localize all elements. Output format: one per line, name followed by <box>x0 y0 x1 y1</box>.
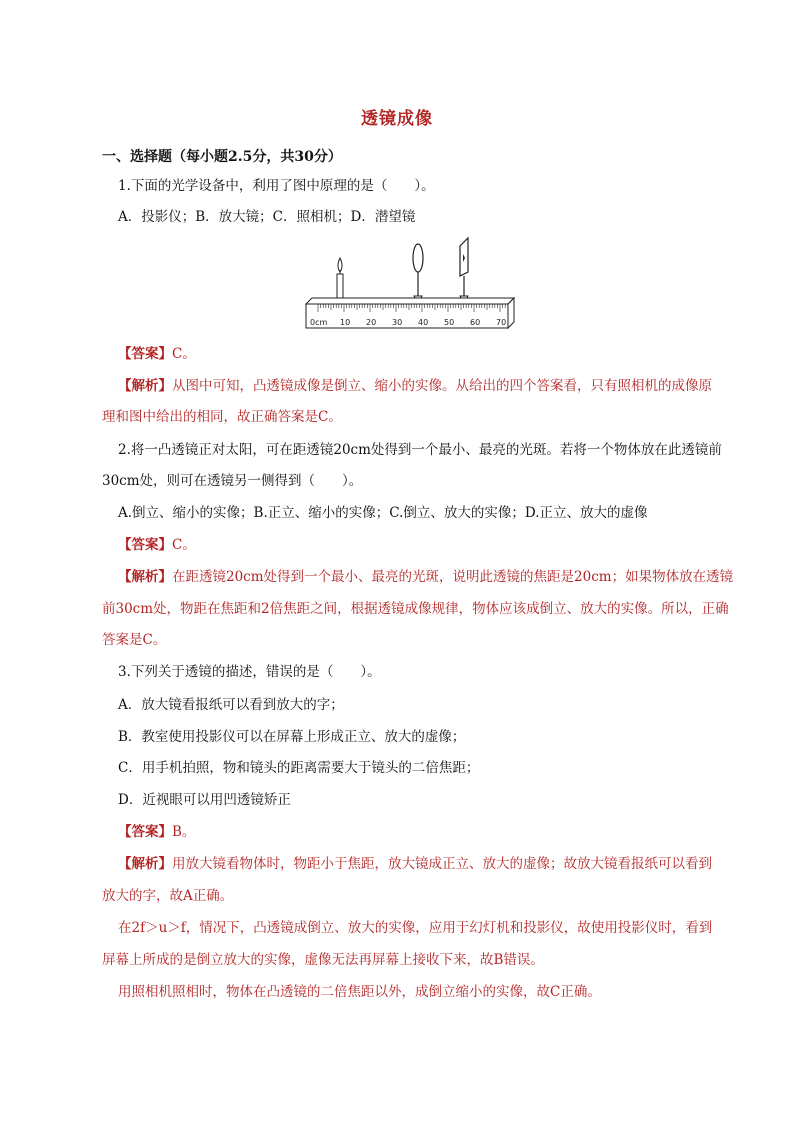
analysis-text: 在距透镜20cm处得到一个最小、最亮的光斑，说明此透镜的焦距是20cm；如果物体放在透镜 <box>172 569 734 585</box>
question-2-analysis-cont: 前30cm处，物距在焦距和2倍焦距之间，根据透镜成像规律，物体应该成倒立、放大的实像。所以，正确 <box>102 601 729 617</box>
question-3-stem: 3.下列关于透镜的描述，错误的是（ ）。 <box>118 664 381 680</box>
question-2-options: A.倒立、缩小的实像；B.正立、缩小的实像；C.倒立、放大的实像；D.正立、放大的虚像 <box>118 505 648 521</box>
question-3-option-c: C．用手机拍照，物和镜头的距离需要大于镜头的二倍焦距； <box>118 760 480 776</box>
analysis-tag: 【解析】 <box>118 569 172 585</box>
analysis-tag: 【解析】 <box>118 378 172 394</box>
question-2-analysis <box>118 567 733 587</box>
question-3-analysis-cont: 放大的字，故A正确。 <box>102 888 234 904</box>
section-heading: 一、选择题（每小题2.5分，共30分） <box>102 149 342 165</box>
ruler-tick-label: 10 <box>340 318 351 327</box>
question-3-option-b: B．教室使用投影仪可以在屏幕上形成正立、放大的虚像； <box>118 729 466 745</box>
tick-label-unit: 0cm <box>310 318 328 327</box>
question-2-stem-cont: 30cm处，则可在透镜另一侧得到（ ）。 <box>102 473 363 489</box>
candle <box>337 258 343 300</box>
question-3-option-a: A．放大镜看报纸可以看到放大的字； <box>118 697 344 713</box>
question-3-analysis-para-2-cont: 屏幕上所成的是倒立放大的实像，虚像无法再屏幕上接收下来，故B错误。 <box>102 952 544 968</box>
page-title: 透镜成像 <box>361 109 433 129</box>
ruler-tick-label: 60 <box>470 318 481 327</box>
answer-tag: 【答案】 <box>118 346 172 362</box>
question-3-analysis-para-3: 用照相机照相时，物体在凸透镜的二倍焦距以外，成倒立缩小的实像，故C正确。 <box>118 984 601 1000</box>
analysis-text: 用放大镜看物体时，物距小于焦距，放大镜成正立、放大的虚像；故放大镜看报纸可以看到 <box>172 856 712 872</box>
question-3-option-d: D．近视眼可以用凹透镜矫正 <box>118 792 291 808</box>
question-1-analysis <box>118 376 712 396</box>
question-1-analysis-cont: 理和图中给出的相同，故正确答案是C。 <box>102 409 342 425</box>
convex-lens <box>413 244 423 304</box>
question-3-analysis <box>118 854 712 874</box>
question-1-options: A．投影仪；B．放大镜；C．照相机；D．潜望镜 <box>118 209 416 225</box>
question-2-answer <box>118 535 196 555</box>
ruler-tick-label: 40 <box>418 318 429 327</box>
answer-text: B。 <box>172 824 196 840</box>
question-3-analysis-para-2: 在2f＞u＞f，情况下，凸透镜成倒立、放大的实像，应用于幻灯机和投影仪，故使用投影仪时，看到 <box>118 920 713 936</box>
question-3-answer <box>118 822 195 842</box>
analysis-tag: 【解析】 <box>118 856 172 872</box>
answer-text: C。 <box>172 537 196 553</box>
answer-text: C。 <box>172 346 196 362</box>
answer-tag: 【答案】 <box>118 824 172 840</box>
question-2-stem: 2.将一凸透镜正对太阳，可在距透镜20cm处得到一个最小、最亮的光斑。若将一个物体放在此透镜前 <box>118 442 722 458</box>
ruler-tick-label: 50 <box>444 318 455 327</box>
optical-bench <box>306 298 514 328</box>
ruler-tick-label: 70 <box>496 318 507 327</box>
ruler-tick-label: 30 <box>392 318 403 327</box>
screen <box>460 238 468 304</box>
optical-bench-figure <box>300 236 520 332</box>
answer-tag: 【答案】 <box>118 537 172 553</box>
question-2-analysis-end: 答案是C。 <box>102 632 167 648</box>
ruler-tick-label: 20 <box>366 318 377 327</box>
question-1-stem: 1.下面的光学设备中，利用了图中原理的是（ ）。 <box>118 178 435 194</box>
analysis-text: 从图中可知，凸透镜成像是倒立、缩小的实像。从给出的四个答案看，只有照相机的成像原 <box>172 378 712 394</box>
question-1-answer <box>118 344 196 364</box>
